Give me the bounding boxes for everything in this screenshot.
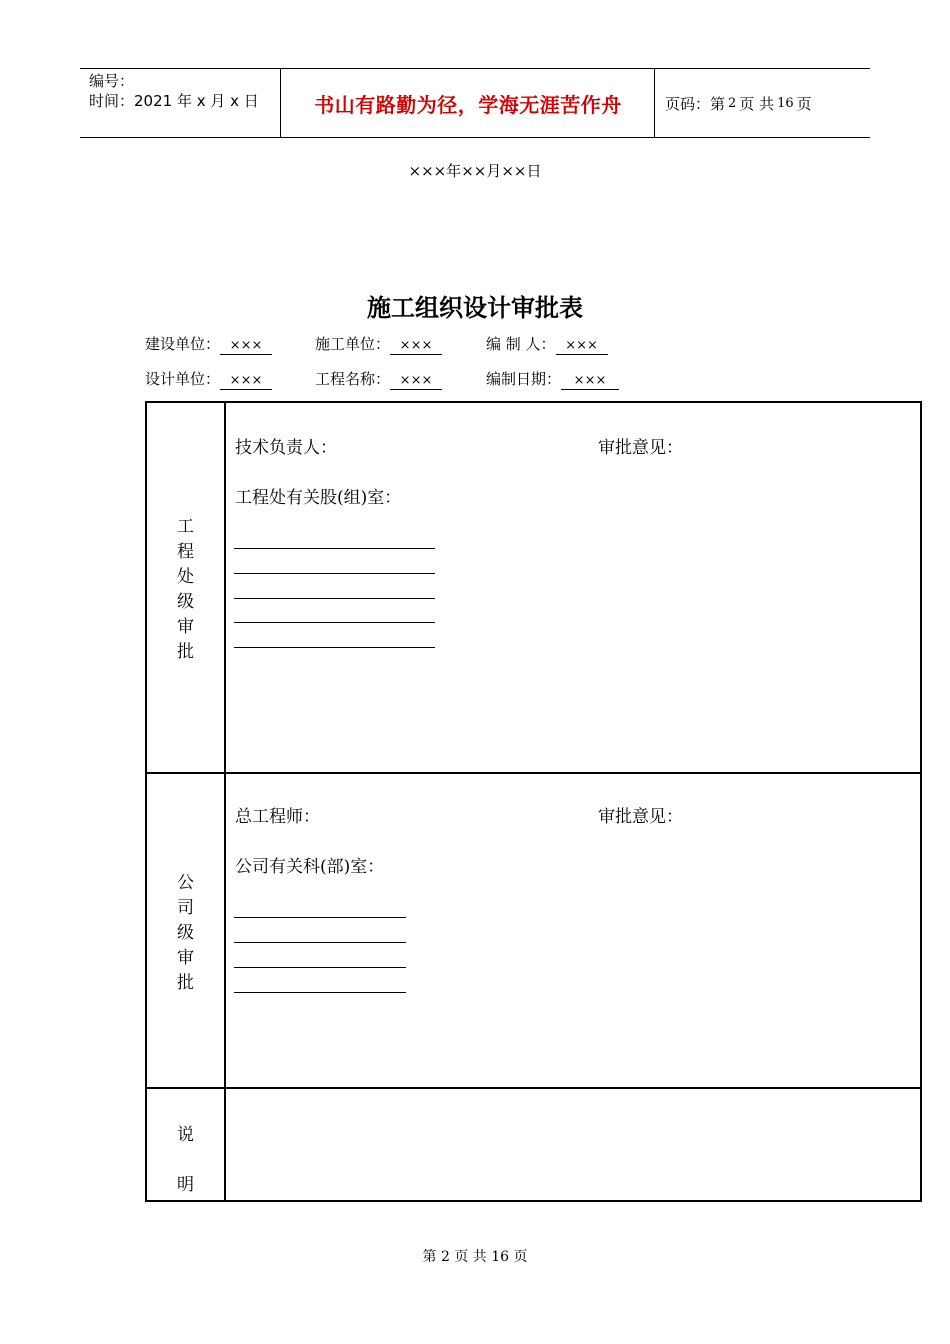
page-title: 施工组织设计审批表	[367, 294, 583, 322]
footer-page-current: 2	[440, 1249, 450, 1265]
footer-page-total: 16	[491, 1249, 510, 1265]
signature-line	[234, 647, 435, 648]
compile-date-value: ×××	[561, 373, 619, 390]
compile-date-label: 编制日期：	[486, 370, 562, 388]
signature-line	[234, 942, 406, 943]
page-total: 16	[777, 95, 794, 111]
row-divider-2	[147, 1087, 920, 1089]
compile-date-field	[486, 368, 619, 390]
project-name-value: ×××	[390, 373, 442, 390]
number-label: 编号：	[89, 72, 135, 90]
column-divider	[224, 403, 226, 1200]
page-mid: 页 共	[739, 94, 775, 113]
project-name-label: 工程名称：	[315, 370, 391, 388]
build-unit-field	[145, 333, 272, 355]
page-label: 页码：第	[665, 94, 726, 113]
project-name-field	[315, 368, 442, 390]
chief-engineer-label: 总工程师：	[235, 807, 320, 827]
signature-line	[234, 917, 406, 918]
page-end: 页	[796, 94, 812, 113]
signature-line	[234, 992, 406, 993]
signature-line	[234, 622, 435, 623]
compiler-value: ×××	[556, 338, 608, 355]
signature-line	[234, 548, 435, 549]
header-info-cell	[80, 69, 281, 137]
motto: 书山有路勤为径，学海无涯苦作舟	[282, 69, 655, 137]
design-unit-field	[145, 368, 272, 390]
design-unit-value: ×××	[220, 373, 272, 390]
build-unit-label: 建设单位：	[145, 335, 221, 353]
section2-opinion-label: 审批意见：	[598, 807, 683, 827]
page-header	[80, 68, 870, 138]
tech-lead-label: 技术负责人：	[235, 438, 337, 458]
construct-unit-label: 施工单位：	[315, 335, 391, 353]
signature-line	[234, 598, 435, 599]
build-unit-value: ×××	[220, 338, 272, 355]
row-divider-1	[147, 772, 920, 774]
top-date: ×××年××月××日	[408, 162, 542, 180]
time-label: 时间：2021 年 x 月 x 日	[89, 92, 259, 110]
approval-table	[145, 401, 922, 1202]
construct-unit-value: ×××	[390, 338, 442, 355]
section2-side-label: 公 司 级 审 批	[177, 873, 194, 993]
compiler-field	[486, 333, 608, 355]
section3-side-label: 说 明	[177, 1125, 194, 1195]
section1-opinion-label: 审批意见：	[598, 438, 683, 458]
signature-line	[234, 967, 406, 968]
construct-unit-field	[315, 333, 442, 355]
section1-side-label: 工 程 处 级 审 批	[177, 517, 194, 662]
compiler-label: 编 制 人：	[486, 335, 556, 353]
page-indicator	[655, 69, 870, 137]
page-footer: 第 2 页 共 16 页	[422, 1249, 528, 1265]
page-current: 2	[728, 95, 737, 111]
design-unit-label: 设计单位：	[145, 370, 221, 388]
section1-dept-label: 工程处有关股(组)室：	[235, 488, 402, 508]
signature-line	[234, 573, 435, 574]
section2-dept-label: 公司有关科(部)室：	[235, 857, 385, 877]
